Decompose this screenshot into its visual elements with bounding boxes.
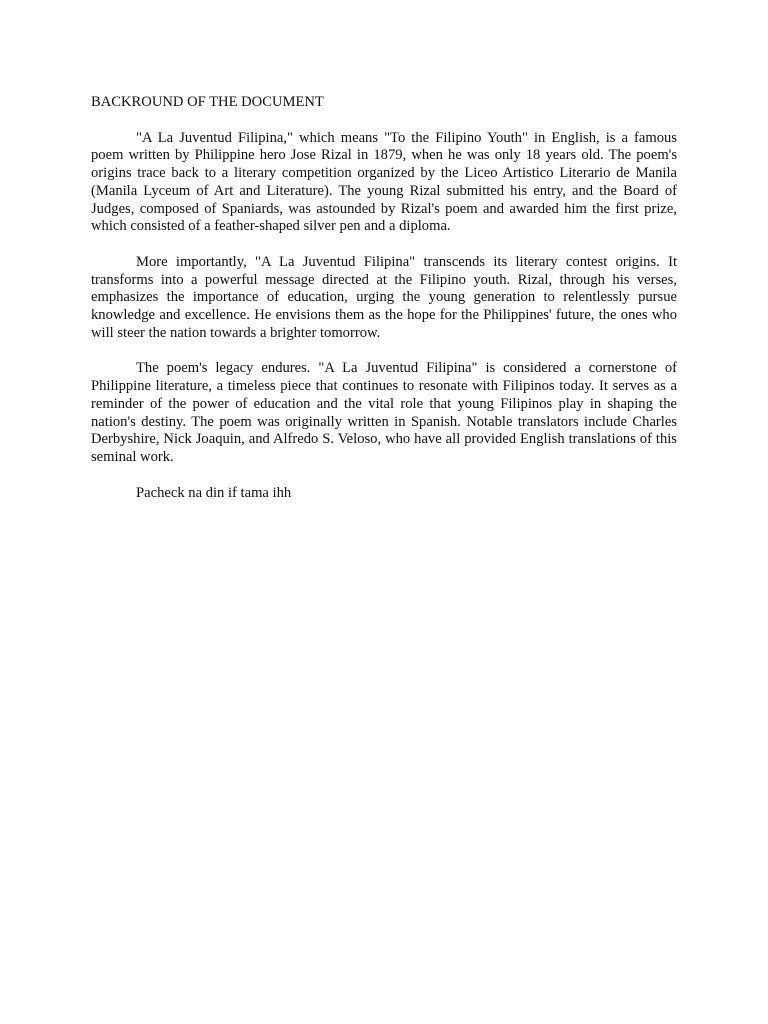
paragraph-legacy: The poem's legacy endures. "A La Juventud Filipina" is considered a cornerstone of Philippine literature, a timeless piece that continues to resonate with Filipinos today. It serves as a reminder of the power of education and the vital role that young Filipinos play in shaping the nation's destiny. The poem was originally written in Spanish. Notable translators include Charles Derbyshire, Nick Joaquin, and Alfredo S. Veloso, who have all provided English translations of this seminal work.: [91, 360, 677, 465]
paragraph-origins: "A La Juventud Filipina," which means "To the Filipino Youth" in English, is a famous poem written by Philippine hero Jose Rizal in 1879, when he was only 18 years old. The poem's origins trace back to a literary competition organized by the Liceo Artistico Literario de Manila (Manila Lyceum of Art and Literature). The young Rizal submitted his entry, and the Board of Judges, composed of Spaniards, was astounded by Rizal's poem and awarded him the first prize, which consisted of a feather-shaped silver pen and a diploma.: [91, 129, 677, 235]
paragraph-message: More importantly, "A La Juventud Filipina" transcends its literary contest origins. It transforms into a powerful message directed at the Filipino youth. Rizal, through his verses, emphasizes the importance of education, urging the young generation to relentlessly pursue knowledge and excellence. He envisions them as the hope for the Philippines' future, the ones who will steer the nation towards a brighter tomorrow.: [91, 253, 677, 341]
document-heading: BACKROUND OF THE DOCUMENT: [91, 94, 324, 110]
document-body: [91, 94, 677, 520]
paragraph-note: Pacheck na din if tama ihh: [136, 484, 292, 501]
